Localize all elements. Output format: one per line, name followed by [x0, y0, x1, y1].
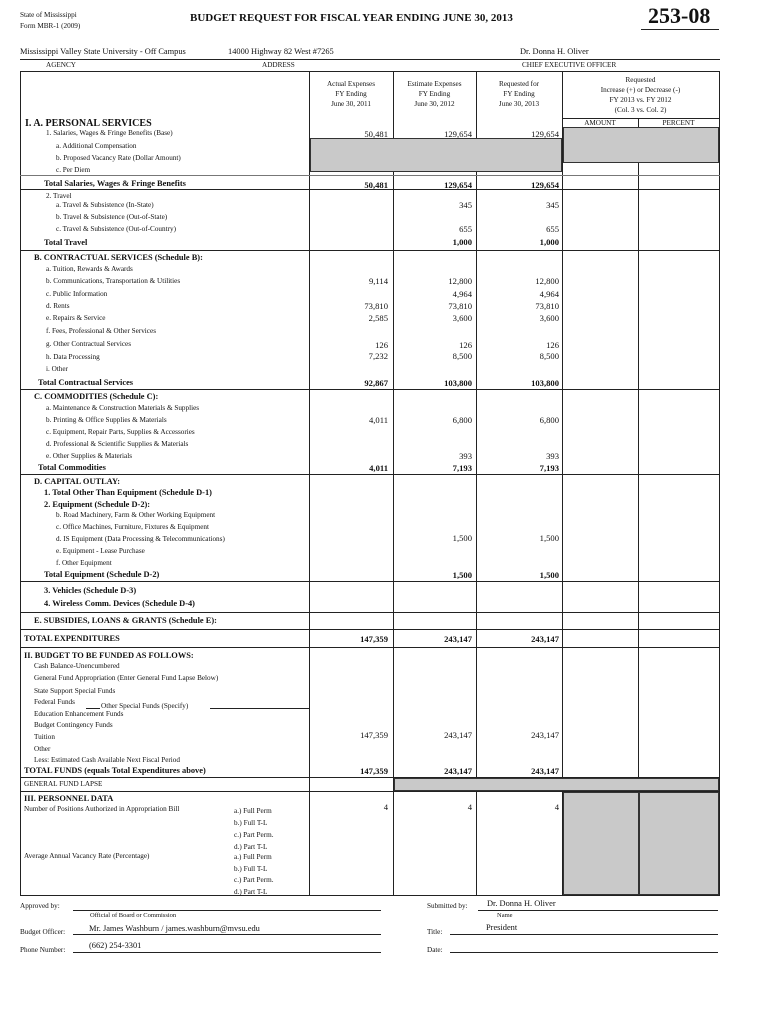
- value-cell: 8,500: [539, 351, 559, 361]
- value-cell: 147,359: [360, 766, 388, 776]
- row-public-info: c. Public Information: [46, 290, 108, 298]
- row-equipment-parts: c. Equipment, Repair Parts, Supplies & Accessories: [46, 428, 195, 436]
- row-rents: d. Rents: [46, 302, 70, 310]
- value-cell: 73,810: [535, 301, 559, 311]
- value-cell: 3,600: [539, 313, 559, 323]
- value-cell: 243,147: [444, 634, 472, 644]
- title-label: Title:: [427, 928, 443, 936]
- agency-label: AGENCY: [46, 61, 76, 69]
- row-general-fund-lapse: GENERAL FUND LAPSE: [24, 780, 103, 788]
- value-cell: 243,147: [444, 766, 472, 776]
- row-travel-country: c. Travel & Subsistence (Out-of-Country): [56, 225, 176, 233]
- value-cell: 129,654: [531, 129, 559, 139]
- value-cell: 147,359: [360, 730, 388, 740]
- row-other-special: Other Special Funds (Specify): [101, 702, 189, 710]
- shaded-block: [563, 792, 639, 895]
- row-state-support: State Support Special Funds: [34, 687, 116, 695]
- personnel-heading: III. PERSONNEL DATA: [24, 794, 114, 803]
- value-cell: 1,500: [539, 533, 559, 543]
- row-total-expenditures: TOTAL EXPENDITURES: [24, 634, 120, 643]
- value-cell: 147,359: [360, 634, 388, 644]
- row-printing: b. Printing & Office Supplies & Materials: [46, 416, 167, 424]
- row-other-equipment: f. Other Equipment: [56, 559, 112, 567]
- row-education-enhancement: Education Enhancement Funds: [34, 710, 124, 718]
- value-cell: 103,800: [531, 378, 559, 388]
- row-total-funds: TOTAL FUNDS (equals Total Expenditures above): [24, 766, 206, 775]
- commodities-heading: C. COMMODITIES (Schedule C):: [34, 392, 159, 401]
- row-road-machinery: b. Road Machinery, Farm & Other Working Equipment: [56, 511, 216, 519]
- value-cell: 4,964: [452, 289, 472, 299]
- row-tuition-funds: Tuition: [34, 733, 55, 741]
- vacancy-types: a.) Full Perm b.) Full T-L c.) Part Perm. d.) Part T-L: [234, 853, 274, 896]
- official-label: Official of Board or Commission: [90, 912, 177, 919]
- form-code: 253-08: [648, 3, 711, 28]
- row-vehicles: 3. Vehicles (Schedule D-3): [44, 586, 137, 595]
- row-other-i: i. Other: [46, 365, 68, 373]
- value-cell: 12,800: [535, 276, 559, 286]
- row-wireless: 4. Wireless Comm. Devices (Schedule D-4): [44, 599, 195, 608]
- row-per-diem: c. Per Diem: [56, 166, 91, 174]
- positions-types: a.) Full Perm b.) Full T-L c.) Part Perm. d.) Part T-L: [234, 807, 274, 851]
- value-cell: 655: [546, 224, 559, 234]
- row-other-contractual: g. Other Contractual Services: [46, 340, 132, 348]
- value-cell: 126: [459, 340, 472, 350]
- value-cell: 4: [383, 802, 388, 812]
- row-repairs: e. Repairs & Service: [46, 314, 106, 322]
- value-cell: 1,500: [452, 570, 472, 580]
- row-total-salaries: Total Salaries, Wages & Fringe Benefits: [44, 179, 186, 188]
- value-cell: 9,114: [368, 276, 388, 286]
- row-lease: e. Equipment - Lease Purchase: [56, 547, 145, 555]
- row-communications: b. Communications, Transportation & Utilities: [46, 277, 181, 285]
- value-cell: 243,147: [531, 634, 559, 644]
- col1-header: Actual Expenses FY Ending June 30, 2011: [326, 80, 376, 108]
- name-label: Name: [497, 912, 513, 919]
- percent-header: PERCENT: [662, 119, 695, 127]
- funded-heading: II. BUDGET TO BE FUNDED AS FOLLOWS:: [24, 651, 194, 660]
- row-contingency: Budget Contingency Funds: [34, 721, 113, 729]
- value-cell: 4,011: [368, 415, 388, 425]
- capital-heading: D. CAPITAL OUTLAY:: [34, 477, 121, 486]
- row-vacancy: b. Proposed Vacancy Rate (Dollar Amount): [56, 154, 181, 162]
- submitted-by-label: Submitted by:: [427, 902, 468, 910]
- row-general-fund: General Fund Appropriation (Enter General Fund Lapse Below): [34, 674, 219, 682]
- value-cell: 129,654: [531, 180, 559, 190]
- col3-header: Requested for FY Ending June 30, 2013: [498, 80, 540, 108]
- state-label: State of Mississippi: [20, 11, 77, 19]
- value-cell: 7,232: [368, 351, 388, 361]
- row-prof-sci: d. Professional & Scientific Supplies & Materials: [46, 440, 189, 448]
- row-maintenance: a. Maintenance & Construction Materials & Supplies: [46, 404, 200, 412]
- title-value: President: [486, 923, 518, 932]
- value-cell: 1,000: [539, 237, 559, 247]
- row-other-than-equip: 1. Total Other Than Equipment (Schedule D-1): [44, 488, 212, 497]
- row-office-machines: c. Office Machines, Furniture, Fixtures & Equipment: [56, 523, 209, 531]
- value-cell: 7,193: [539, 463, 559, 473]
- amount-header: AMOUNT: [584, 119, 616, 127]
- value-cell: 6,800: [452, 415, 472, 425]
- value-cell: 4,964: [539, 289, 559, 299]
- row-cash-balance: Cash Balance-Unencumbered: [34, 662, 120, 670]
- value-cell: 1,000: [452, 237, 472, 247]
- value-cell: 92,867: [364, 378, 388, 388]
- value-cell: 50,481: [364, 180, 388, 190]
- approved-by-label: Approved by:: [20, 902, 60, 910]
- phone-value: (662) 254-3301: [89, 941, 142, 950]
- value-cell: 345: [459, 200, 472, 210]
- ceo-name: Dr. Donna H. Oliver: [520, 47, 589, 56]
- value-cell: 2,585: [368, 313, 388, 323]
- form-title: BUDGET REQUEST FOR FISCAL YEAR ENDING JUNE 30, 2013: [190, 12, 513, 24]
- value-cell: 7,193: [452, 463, 472, 473]
- value-cell: 73,810: [364, 301, 388, 311]
- contractual-heading: B. CONTRACTUAL SERVICES (Schedule B):: [34, 253, 203, 262]
- row-travel: 2. Travel: [46, 192, 72, 200]
- row-federal-funds: Federal Funds: [34, 698, 75, 706]
- value-cell: 655: [459, 224, 472, 234]
- row-equipment: 2. Equipment (Schedule D-2):: [44, 500, 151, 509]
- value-cell: 73,810: [448, 301, 472, 311]
- value-cell: 50,481: [364, 129, 388, 139]
- phone-label: Phone Number:: [20, 946, 66, 954]
- row-other-supplies: e. Other Supplies & Materials: [46, 452, 133, 460]
- value-cell: 243,147: [444, 730, 472, 740]
- personal-services-heading: I. A. PERSONAL SERVICES: [25, 118, 152, 129]
- submitted-by-value: Dr. Donna H. Oliver: [487, 899, 556, 908]
- value-cell: 129,654: [444, 180, 472, 190]
- shaded-block: [310, 138, 562, 172]
- row-other-funds: Other: [34, 745, 51, 753]
- agency-address: 14000 Highway 82 West #7265: [228, 47, 334, 56]
- row-tuition-awards: a. Tuition, Rewards & Awards: [46, 265, 133, 273]
- value-cell: 4: [467, 802, 472, 812]
- agency-name: Mississippi Valley State University - Off Campus: [20, 47, 186, 56]
- row-fees: f. Fees, Professional & Other Services: [46, 327, 156, 335]
- value-cell: 8,500: [452, 351, 472, 361]
- row-additional-comp: a. Additional Compensation: [56, 142, 137, 150]
- row-less-cash: Less: Estimated Cash Available Next Fiscal Period: [34, 756, 180, 764]
- row-total-commodities: Total Commodities: [38, 463, 106, 472]
- date-label: Date:: [427, 946, 443, 954]
- row-total-contractual: Total Contractual Services: [38, 378, 134, 387]
- address-label: ADDRESS: [262, 61, 295, 69]
- value-cell: 243,147: [531, 730, 559, 740]
- value-cell: 1,500: [539, 570, 559, 580]
- shaded-block: [563, 127, 719, 163]
- col2-header: Estimate Expenses FY Ending June 30, 2012: [407, 80, 462, 108]
- shaded-block: [639, 792, 719, 895]
- form-number: Form MBR-1 (2009): [20, 22, 81, 30]
- budget-officer-label: Budget Officer:: [20, 928, 66, 936]
- value-cell: 6,800: [539, 415, 559, 425]
- ceo-label: CHIEF EXECUTIVE OFFICER: [522, 61, 617, 69]
- shaded-block: [394, 778, 719, 791]
- value-cell: 393: [459, 451, 472, 461]
- value-cell: 126: [375, 340, 388, 350]
- value-cell: 126: [546, 340, 559, 350]
- row-total-equipment: Total Equipment (Schedule D-2): [44, 570, 160, 579]
- row-positions-authorized: Number of Positions Authorized in Appropriation Bill: [24, 805, 180, 813]
- row-average-vacancy: Average Annual Vacancy Rate (Percentage): [24, 852, 150, 860]
- subsidies-heading: E. SUBSIDIES, LOANS & GRANTS (Schedule E):: [34, 616, 217, 625]
- row-travel-in: a. Travel & Subsistence (In-State): [56, 201, 154, 209]
- row-total-travel: Total Travel: [44, 238, 88, 247]
- value-cell: 1,500: [452, 533, 472, 543]
- value-cell: 393: [546, 451, 559, 461]
- budget-officer-value: Mr. James Washburn / james.washburn@mvsu.edu: [89, 924, 260, 933]
- value-cell: 4: [554, 802, 559, 812]
- col4-header: Requested Increase (+) or Decrease (-) FY 2013 vs. FY 2012 (Col. 3 vs. Col. 2): [600, 76, 681, 114]
- value-cell: 12,800: [448, 276, 472, 286]
- value-cell: 103,800: [444, 378, 472, 388]
- value-cell: 243,147: [531, 766, 559, 776]
- row-data-processing: h. Data Processing: [46, 353, 100, 361]
- value-cell: 129,654: [444, 129, 472, 139]
- row-travel-out: b. Travel & Subsistence (Out-of-State): [56, 213, 168, 221]
- row-salaries: 1. Salaries, Wages & Fringe Benefits (Base): [46, 129, 173, 137]
- value-cell: 3,600: [452, 313, 472, 323]
- value-cell: 345: [546, 200, 559, 210]
- value-cell: 4,011: [369, 463, 388, 473]
- row-is-equipment: d. IS Equipment (Data Processing & Telecommunications): [56, 535, 225, 543]
